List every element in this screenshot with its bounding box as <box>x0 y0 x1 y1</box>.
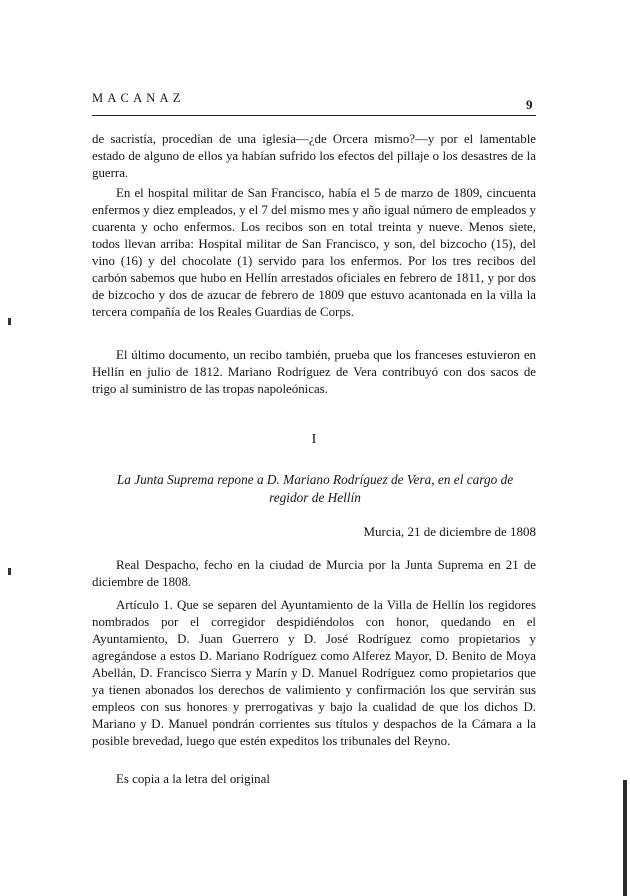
section-title: La Junta Suprema repone a D. Mariano Rodríguez de Vera, en el cargo de regidor de Hellín <box>116 472 514 505</box>
running-header: MACANAZ <box>92 91 185 105</box>
paragraph-4-block <box>92 557 536 591</box>
paragraph-5: Artículo 1. Que se separen del Ayuntamiento de la Villa de Hellín los regidores nombrados por el corregidor despidiéndolos con honor, quedando en el Ayuntamiento, D. Juan Guerrero y D. José Rodríguez como propietarios y agregándose a estos D. Mariano Rodríguez como Alferez Mayor, D. Benito de Moya Abellán, D. Francisco Sierra y Marín y D. Manuel Rodríguez como propietarios que ya tienen abonados los derechos de valimiento y confirmación los que servirán sus empleos con sus honores y prerrogativas y bajo la cualidad de que los dichos D. Mariano y D. Manuel pondrán corrientes sus títulos y despachos de la Cámara a la posible brevedad, luego que estén expeditos los tribunales del Reyno. <box>92 598 536 748</box>
paragraph-3-block <box>92 347 536 398</box>
dateline: Murcia, 21 de diciembre de 1808 <box>363 524 536 539</box>
header-rule <box>92 115 536 116</box>
section-number: I <box>311 432 317 447</box>
paragraph-4: Real Despacho, fecho en la ciudad de Murcia por la Junta Suprema en 21 de diciembre de 1808. <box>92 558 536 589</box>
paragraph-6: Es copia a la letra del original <box>116 772 270 786</box>
page-number: 9 <box>526 97 533 112</box>
paragraph-5-block <box>92 597 536 750</box>
paragraph-3: El último documento, un recibo también, prueba que los franceses estuvieron en Hellín en julio de 1812. Mariano Rodríguez de Vera contribuyó con dos sacos de trigo al suministro de las tropas napoleónicas. <box>92 348 536 396</box>
page-edge-shadow <box>623 780 627 896</box>
paragraph-2: En el hospital militar de San Francisco, había el 5 de marzo de 1809, cincuenta enfermos y diez empleados, y el 7 del mismo mes y año igual número de empleados y cuarenta y ocho enfermos. Los recibos son en total treinta y nueve. Menos siete, todos llevan arriba: Hospital militar de San Francisco, y son, del bizcocho (15), del vino (16) y del chocolate (1) servido para los enfermos. Por los tres recibos del carbón sabemos que hubo en Hellín arrestados oficiales en febrero de 1811, y por dos de bizcocho y dos de azucar de febrero de 1809 que estuvo acantonada en la villa la tercera compañía de los Reales Guardias de Corps. <box>92 186 536 319</box>
paragraph-6-block <box>92 771 536 788</box>
margin-mark <box>8 318 11 325</box>
paragraph-1: de sacristía, procedían de una iglesia—¿de Orcera mismo?—y por el lamentable estado de alguno de ellos ya habían sufrido los efectos del pillaje o los desastres de la guerra. <box>92 132 536 180</box>
margin-mark <box>8 568 11 575</box>
paragraph-2-block <box>92 185 536 321</box>
paragraph-1-block <box>92 131 536 182</box>
